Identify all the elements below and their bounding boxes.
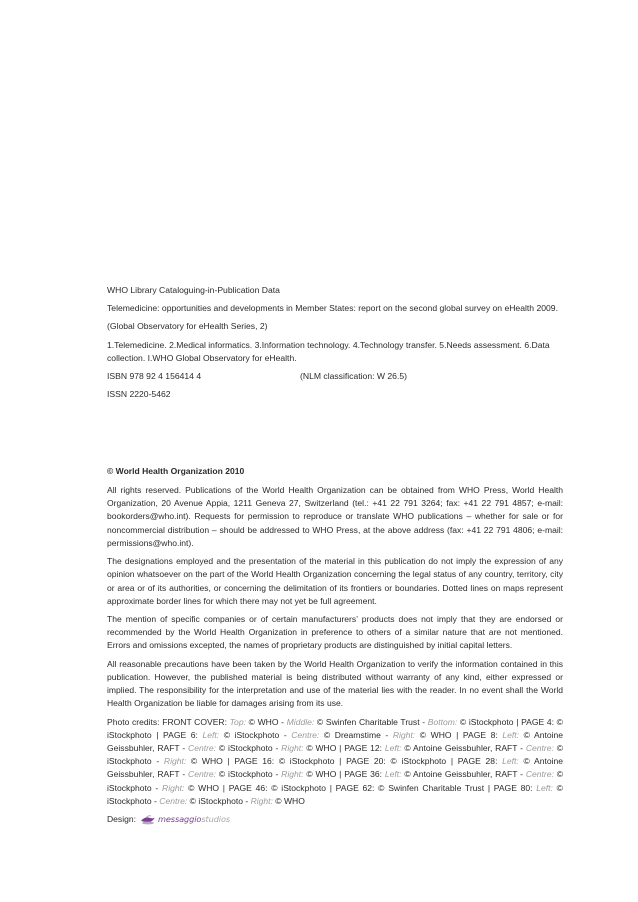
credit-text: © Antoine Geissbuhler, RAFT - — [401, 769, 526, 780]
credit-position-tag: Left: — [202, 730, 220, 740]
credit-position-tag: Right: — [162, 782, 185, 793]
issn: ISSN 2220-5462 — [107, 389, 171, 400]
credit-text: © iStockphoto - — [107, 743, 564, 767]
copyright-block — [107, 465, 563, 826]
credit-text: © WHO | PAGE 46: © iStockphoto | PAGE 62: © Swinfen Charitable Trust | PAGE 80: — [184, 782, 537, 793]
credit-text: © iStockphoto | PAGE 4: © iStockphoto | PAGE 6: — [107, 716, 563, 740]
copyright-paragraph-mentions: The mention of specific companies or of certain manufacturers’ products does not imply that they are endorsed or recommended by the World Health Organization in preference to others of a similar nature that are not mentioned. Errors and omissions excepted, the names of proprietary products are distinguished by initial capital letters. — [107, 614, 563, 651]
copyright-paragraph-precautions: All reasonable precautions have been taken by the World Health Organization to verify the information contained in this publication. However, the published material is being distributed without warranty of any kind, either expressed or implied. The responsibility for the interpretation and use of the material lies with the reader. In no event shall the World Health Organization be liable for damages arising from its use. — [107, 658, 563, 709]
copyright-paragraph-designations: The designations employed and the presentation of the material in this publication do not imply the expression of any opinion whatsoever on the part of the World Health Organization concerning the legal status of any country, territory, city or area or of its authorities, or concerning the delimitation of its frontiers or boundaries. Dotted lines on maps represent approximate border lines for which there may not yet be full agreement. — [107, 556, 563, 606]
isbn: ISBN 978 92 4 156414 4 — [107, 371, 202, 382]
credit-text: © iStockphoto - — [219, 730, 292, 740]
credit-text: © iStockphoto - — [216, 743, 282, 754]
credit-position-tag: Top: — [229, 716, 246, 727]
design-credit — [107, 813, 563, 826]
credit-position-tag: Left: — [384, 769, 402, 780]
cip-subjects: 1.Telemedicine. 2.Medical informatics. 3.Information technology. 4.Technology transfer. 5.Needs assessment. 6.Data collection. I.WHO Global Observatory for eHealth. — [107, 339, 550, 363]
messaggio-logo-icon — [140, 814, 156, 825]
credit-text: © WHO | PAGE 16: © iStockphoto | PAGE 20: © iStockphoto | PAGE 28: — [186, 756, 503, 767]
credit-position-tag: Bottom: — [427, 716, 458, 727]
credit-position-tag: Left: — [384, 743, 402, 754]
credit-position-tag: Right: — [281, 743, 304, 754]
credit-text: © Antoine Geissbuhler, RAFT - — [107, 756, 563, 780]
credit-position-tag: Right: — [281, 769, 304, 780]
credit-text: © WHO | PAGE 8: — [415, 730, 503, 740]
credit-text: © Antoine Geissbuhler, RAFT - — [401, 743, 526, 754]
credit-text: © WHO — [272, 795, 305, 806]
cip-title: WHO Library Cataloguing-in-Publication Data — [107, 285, 280, 295]
credit-text: © iStockphoto - — [187, 795, 251, 806]
credit-position-tag: Centre: — [188, 769, 217, 780]
credit-position-tag: Centre: — [291, 730, 320, 740]
messaggio-studios-logo — [140, 813, 230, 826]
credit-position-tag: Left: — [502, 730, 519, 740]
credit-position-tag: Right: — [163, 756, 187, 767]
copyright-paragraph-rights: All rights reserved. Publications of the World Health Organization can be obtained from WHO Press, World Health Organization, 20 Avenue Appia, 1211 Geneva 27, Switzerland (tel.: +41 22 791 3264; fax: +41 22 791 4857; e-mail: bookorders@who.int). Requests for permission to reproduce or translate WHO publications – whether for sale or for noncommercial distribution – should be addressed to WHO Press, at the above address (fax: +41 22 791 4806; e-mail: permissions@who.int). — [107, 485, 563, 548]
credit-text: © Dreamstime - — [319, 730, 393, 740]
credit-position-tag: Centre: — [188, 743, 217, 754]
credit-text: © Antoine Geissbuhler, RAFT - — [107, 730, 563, 754]
design-label: Design: — [107, 814, 136, 825]
credit-position-tag: Right: — [392, 730, 416, 740]
credit-text: © iStockphoto - — [107, 782, 563, 806]
credit-position-tag: Centre: — [159, 795, 188, 806]
credit-text: © iStockphoto - — [216, 769, 282, 780]
nlm-classification: (NLM classification: W 26.5) — [300, 371, 407, 382]
isbn-row — [107, 370, 563, 383]
cip-series: (Global Observatory for eHealth Series, 2) — [107, 321, 268, 332]
photo-credits-label: Photo credits: — [107, 716, 160, 727]
cataloguing-in-publication-block — [107, 284, 563, 406]
credit-position-tag: Left: — [536, 782, 553, 793]
photo-credits — [107, 716, 563, 808]
credit-position-tag: Centre: — [525, 743, 554, 754]
credit-position-tag: Middle: — [286, 716, 315, 727]
credit-text: © WHO | PAGE 36: — [303, 769, 385, 780]
credit-text: © WHO | PAGE 12: — [303, 743, 385, 754]
credit-position-tag: Left: — [502, 756, 519, 767]
credit-text: FRONT COVER: — [159, 716, 230, 727]
credit-position-tag: Centre: — [525, 769, 554, 780]
credit-position-tag: Right: — [250, 795, 273, 806]
copyright-heading: © World Health Organization 2010 — [107, 466, 245, 476]
credit-text: © iStockphoto - — [107, 769, 564, 793]
cip-description: Telemedicine: opportunities and developments in Member States: report on the second global survey on eHealth 2009. — [107, 303, 558, 314]
credit-text: © WHO - — [245, 716, 287, 727]
credit-text: © Swinfen Charitable Trust - — [314, 716, 428, 727]
logo-wordmark — [158, 813, 230, 826]
logo-brand: messaggio — [157, 814, 202, 825]
logo-suffix: studios — [201, 814, 231, 825]
